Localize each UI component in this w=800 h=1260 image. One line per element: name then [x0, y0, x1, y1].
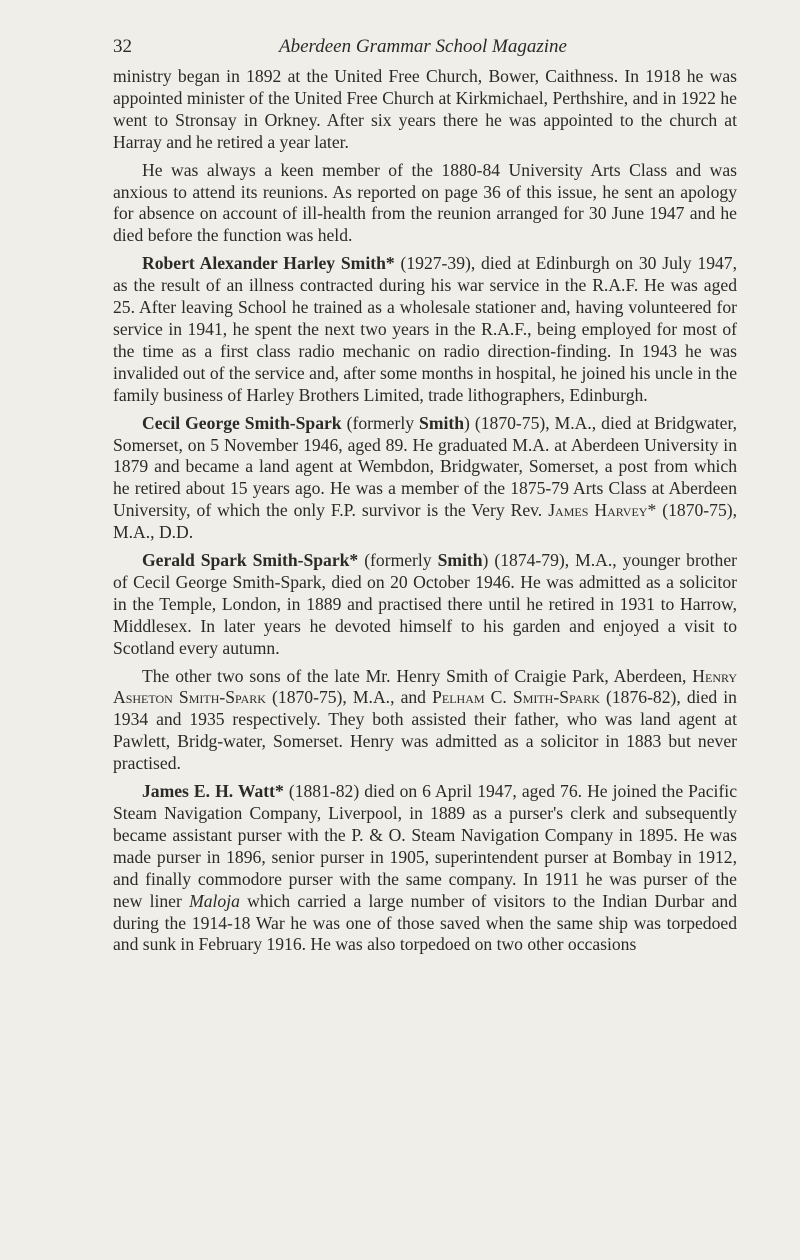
former-name: Smith: [437, 550, 483, 571]
paragraph-text: (formerly: [358, 550, 438, 571]
paragraph-text: (1876-82), died in 1934 and 1935 respectively. They both assisted their father, who was land agent at Pawlett, Bridg-water, Somerset. Henry was admitted as a solicitor in 1883 but never practised.: [113, 687, 737, 774]
page-number: 32: [113, 36, 132, 57]
person-name: James E. H. Watt*: [142, 781, 284, 802]
person-name-smallcaps: Henry Asheton Smith-Spark: [113, 665, 737, 708]
person-name: Robert Alexander Harley Smith*: [142, 253, 395, 274]
obituary-entry: [113, 253, 737, 406]
obituary-entry: [113, 550, 737, 660]
paragraph-text: The other two sons of the late Mr. Henry Smith of Craigie Park, Aberdeen,: [142, 665, 693, 686]
person-name-smallcaps: James Harvey: [548, 500, 648, 521]
paragraph: [113, 66, 737, 154]
paragraph-text: ministry began in 1892 at the United Free Church, Bower, Caithness. In 1918 he was appointed minister of the United Free Church at Kirkmichael, Perthshire, and in 1922 he went to Stronsay in Orkney. After six years there he was appointed to the church at Harray and he retired a year later.: [113, 66, 737, 152]
paragraph-text: ) (1874-79), M.A., younger brother of Cecil George Smith-Spark, died on 20 October 1946. He was admitted as a solicitor in the Temple, London, in 1889 and practised there until he retired in 1931 to Harrow, Middlesex. In later years he devoted himself to his garden and enjoyed a visit to Scotland every autumn.: [113, 550, 737, 658]
paragraph-text: He was always a keen member of the 1880-84 University Arts Class and was anxious to attend its reunions. As reported on page 36 of this issue, he sent an apology for absence on account of ill-health from the reunion arranged for 30 June 1947 and he died before the function was held.: [113, 159, 737, 246]
obituary-entry: [113, 413, 737, 544]
paragraph-text: * (1870-75), M.A., D.D.: [113, 500, 738, 543]
paragraph-text: which carried a large number of visitors to the Indian Durbar and during the 1914-18 War he was one of those saved when the same ship was torpedoed and sunk in February 1916. He was also torpedoed on two other occasions: [113, 890, 737, 955]
paragraph-text: C.: [484, 687, 513, 708]
person-name-smallcaps: Pelham: [432, 687, 485, 708]
paragraph-text: (1870-75), M.A., and: [265, 687, 433, 708]
paragraph: [113, 666, 737, 776]
obituary-entry: [113, 781, 737, 956]
article-body: [113, 66, 737, 956]
person-name: Gerald Spark Smith-Spark*: [142, 550, 359, 571]
paragraph-text: (formerly: [341, 412, 420, 433]
paragraph-text: ) (1870-75), M.A., died at Bridgwater, Somerset, on 5 November 1946, aged 89. He graduated M.A. at Aberdeen University in 1879 and became a land agent at Wembdon, Bridgwater, Somerset, a post from which he retired about 15 years ago. He was a member of the 1875-79 Arts Class at Aberdeen University, of which the only F.P. survivor is the Very Rev.: [113, 412, 737, 521]
ship-name: Maloja: [189, 890, 240, 911]
running-title: Aberdeen Grammar School Magazine: [279, 36, 567, 57]
paragraph-text: (1927-39), died at Edinburgh on 30 July 1947, as the result of an illness contracted during his war service in the R.A.F. He was aged 25. After leaving School he trained as a wholesale stationer and, having volunteered for service in 1941, he spent the next two years in the R.A.F., being employed for most of the time as a first class radio mechanic on radio direction-finding. In 1943 he was invalided out of the service and, after some months in hospital, he joined his uncle in the family business of Harley Brothers Limited, trade lithographers, Edinburgh.: [113, 253, 737, 405]
paragraph-text: (1881-82) died on 6 April 1947, aged 76. He joined the Pacific Steam Navigation Company, Liverpool, in 1889 as a purser's clerk and subsequently became assistant purser with the P. & O. Steam Navigation Company in 1895. He was made purser in 1896, senior purser in 1905, superintendent purser at Bombay in 1912, and finally commodore purser with the same company. In 1911 he was purser of the new liner: [113, 781, 737, 911]
person-name: Cecil George Smith-Spark: [142, 412, 342, 433]
page-header: [113, 36, 733, 64]
former-name: Smith: [419, 412, 465, 433]
person-name-smallcaps: Smith-Spark: [512, 687, 600, 708]
paragraph: [113, 160, 737, 248]
